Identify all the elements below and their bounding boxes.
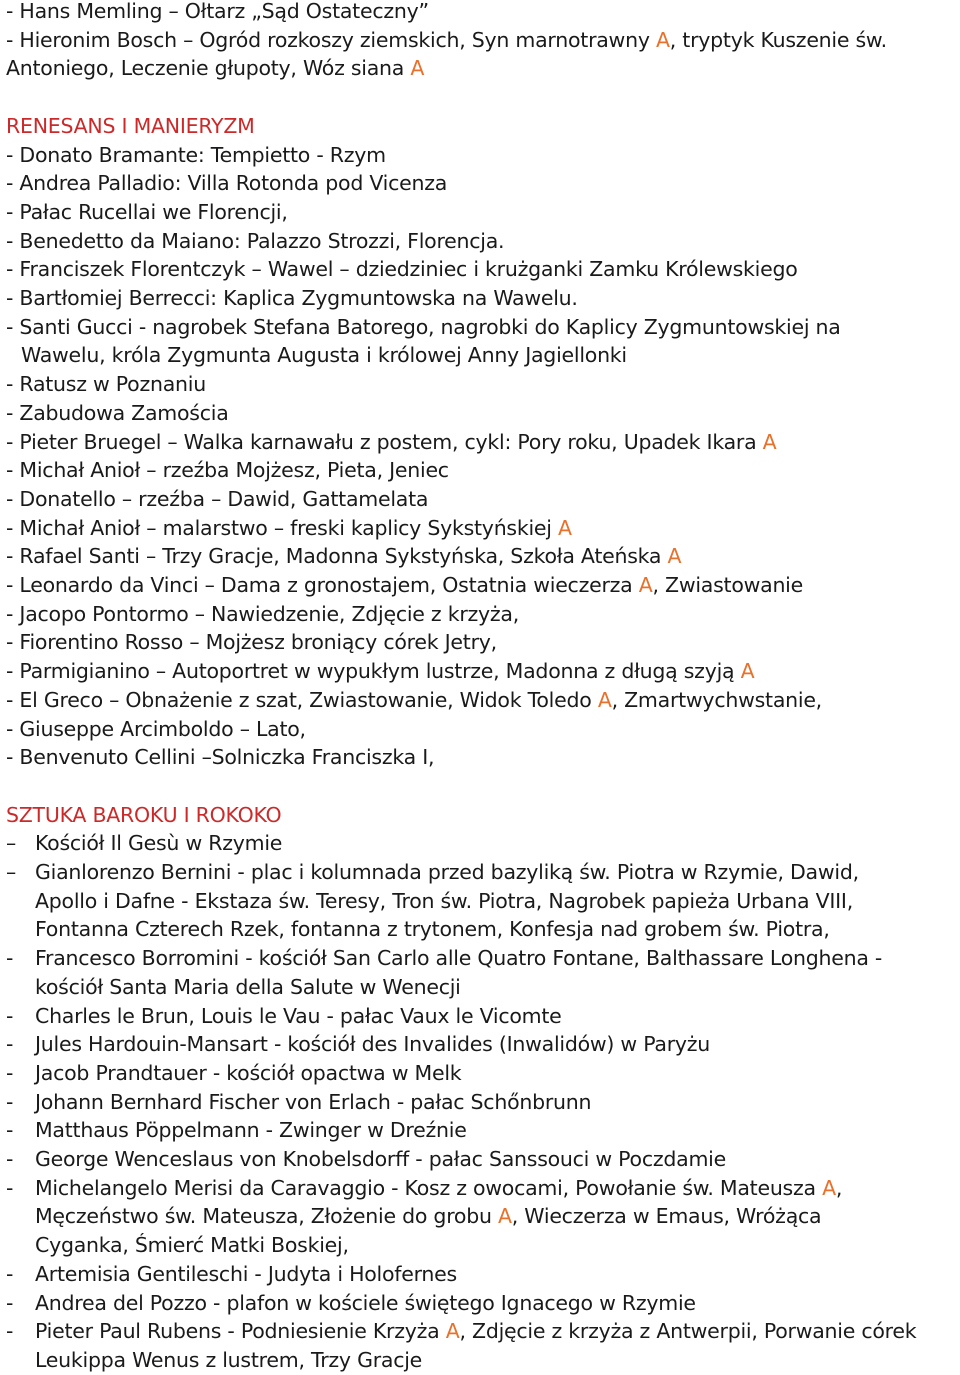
text-run: - Zabudowa Zamościa xyxy=(6,400,229,425)
list-item-continuation xyxy=(35,1346,422,1375)
text-line xyxy=(6,399,229,428)
text-line xyxy=(6,657,754,686)
text-line xyxy=(6,255,798,284)
text-run: Antoniego, Leczenie głupoty, Wóz siana xyxy=(6,56,411,81)
list-bullet: - xyxy=(6,1003,14,1028)
text-run: - Pałac Rucellai we Florencji, xyxy=(6,199,288,224)
text-run: , Zwiastowanie xyxy=(652,573,803,597)
list-item xyxy=(35,1088,591,1117)
text-run: Charles le Brun, Louis le Vau - pałac Vaux le Vicomte xyxy=(35,1003,562,1028)
list-item-continuation xyxy=(35,915,830,944)
text-run: - Ratusz w Poznaniu xyxy=(6,372,206,397)
text-run: Wawelu, króla Zygmunta Augusta i królowej Anny Jagiellonki xyxy=(21,343,627,368)
list-item-continuation xyxy=(35,887,853,916)
text-line xyxy=(6,370,206,399)
text-line xyxy=(6,571,803,600)
text-run: - Giuseppe Arcimboldo – Lato, xyxy=(6,716,306,741)
text-line xyxy=(6,456,449,485)
text-run: - Benedetto da Maiano: Palazzo Strozzi, Florencja. xyxy=(6,228,505,253)
annotation-mark: A xyxy=(497,1204,512,1229)
text-run: Matthaus Pöppelmann - Zwinger w Dreźnie xyxy=(35,1118,467,1143)
text-run: - Fiorentino Rosso – Mojżesz broniący córek Jetry, xyxy=(6,630,497,655)
list-item xyxy=(35,1289,696,1318)
text-run: Cyganka, Śmierć Matki Boskiej, xyxy=(35,1233,349,1258)
list-item-continuation xyxy=(35,973,461,1002)
text-run: RENESANS I MANIERYZM xyxy=(6,113,255,138)
list-item xyxy=(35,1116,467,1145)
list-bullet: - xyxy=(6,1060,14,1085)
text-run: , Wieczerza w Emaus, Wróżąca xyxy=(511,1204,822,1229)
list-bullet: - xyxy=(6,1147,14,1171)
annotation-mark: A xyxy=(667,544,682,569)
list-item xyxy=(35,1260,457,1289)
list-item xyxy=(35,1174,842,1203)
text-run: Pieter Paul Rubens - Podniesienie Krzyża xyxy=(35,1319,446,1344)
text-line xyxy=(6,600,519,629)
text-line xyxy=(6,0,429,26)
text-run: , tryptyk Kuszenie św. xyxy=(669,27,887,52)
text-run: - Hans Memling – Ołtarz „Sąd Ostateczny” xyxy=(6,0,429,23)
annotation-mark: A xyxy=(597,687,612,712)
text-line xyxy=(6,514,572,543)
text-line xyxy=(6,198,288,227)
text-run: Francesco Borromini - kościół San Carlo alle Quatro Fontane, Balthassare Longhena - xyxy=(35,946,883,971)
text-run: - Leonardo da Vinci – Dama z gronostajem, Ostatnia wieczerza xyxy=(6,573,639,597)
text-run: Andrea del Pozzo - plafon w kościele świętego Ignacego w Rzymie xyxy=(35,1290,696,1315)
text-run: Leukippa Wenus z lustrem, Trzy Gracje xyxy=(35,1347,423,1372)
list-bullet: – xyxy=(6,831,16,856)
text-run: - Rafael Santi – Trzy Gracje, Madonna Sykstyńska, Szkoła Ateńska xyxy=(6,544,668,569)
text-run: Męczeństwo św. Mateusza, Złożenie do grobu xyxy=(35,1204,498,1229)
text-line xyxy=(6,715,306,744)
text-line xyxy=(6,284,578,313)
list-item xyxy=(35,829,282,858)
text-run: - Jacopo Pontormo – Nawiedzenie, Zdjęcie z krzyża, xyxy=(6,601,519,626)
annotation-mark: A xyxy=(638,573,653,597)
text-run: Johann Bernhard Fischer von Erlach - pałac Schőnbrunn xyxy=(35,1089,592,1114)
section-heading xyxy=(6,112,255,141)
text-line xyxy=(6,313,841,342)
text-line-continuation xyxy=(21,341,627,370)
text-line xyxy=(6,743,434,772)
list-item-continuation xyxy=(35,1231,349,1260)
text-run: - Donato Bramante: Tempietto - Rzym xyxy=(6,142,386,167)
text-line xyxy=(6,54,424,83)
text-run: , Zmartwychwstanie, xyxy=(611,687,822,712)
text-run: - El Greco – Obnażenie z szat, Zwiastowanie, Widok Toledo xyxy=(6,687,598,712)
list-item-continuation xyxy=(35,1202,821,1231)
list-bullet: - xyxy=(6,1261,14,1286)
list-item xyxy=(35,1317,916,1346)
text-run: - Franciszek Florentczyk – Wawel – dziedziniec i krużganki Zamku Królewskiego xyxy=(6,257,798,282)
list-item xyxy=(35,1145,726,1174)
list-item xyxy=(35,1002,562,1031)
list-bullet: - xyxy=(6,1032,14,1057)
text-run: Michelangelo Merisi da Caravaggio - Kosz z owocami, Powołanie św. Mateusza xyxy=(35,1175,823,1200)
text-run: Gianlorenzo Bernini - plac i kolumnada przed bazyliką św. Piotra w Rzymie, Dawid, xyxy=(35,860,859,884)
annotation-mark: A xyxy=(445,1319,460,1344)
text-run: - Parmigianino – Autoportret w wypukłym lustrze, Madonna z długą szyją xyxy=(6,659,741,684)
text-run: - Bartłomiej Berrecci: Kaplica Zygmuntowska na Wawelu. xyxy=(6,286,578,310)
text-run: , xyxy=(835,1175,843,1200)
text-run: - Santi Gucci - nagrobek Stefana Batorego, nagrobki do Kaplicy Zygmuntowskiej na xyxy=(6,314,841,339)
text-line xyxy=(6,26,887,55)
text-line xyxy=(6,428,776,457)
text-line xyxy=(6,141,386,170)
text-line xyxy=(6,628,497,657)
text-run: - Benvenuto Cellini –Solniczka Franciszka I, xyxy=(6,745,435,770)
text-line xyxy=(6,485,428,514)
list-bullet: - xyxy=(6,1089,14,1114)
list-bullet: - xyxy=(6,1290,14,1315)
section-heading xyxy=(6,801,281,830)
text-run: - Michał Anioł – malarstwo – freski kaplicy Sykstyńskiej xyxy=(6,515,559,540)
list-item xyxy=(35,858,859,887)
list-item xyxy=(35,944,882,973)
list-bullet: – xyxy=(6,860,16,884)
annotation-mark: A xyxy=(762,429,777,454)
text-line xyxy=(6,686,822,715)
list-item xyxy=(35,1059,461,1088)
text-line xyxy=(6,542,681,571)
text-run: Jules Hardouin-Mansart - kościół des Invalides (Inwalidów) w Paryżu xyxy=(35,1032,711,1057)
text-run: Kościół Il Gesù w Rzymie xyxy=(35,831,283,856)
text-run: Fontanna Czterech Rzek, fontanna z trytonem, Konfesja nad grobem św. Piotra, xyxy=(35,917,830,942)
annotation-mark: A xyxy=(410,56,425,81)
text-run: Artemisia Gentileschi - Judyta i Holofernes xyxy=(35,1261,457,1286)
annotation-mark: A xyxy=(822,1175,836,1200)
text-run: - Michał Anioł – rzeźba Mojżesz, Pieta, Jeniec xyxy=(6,458,449,483)
text-run: SZTUKA BAROKU I ROKOKO xyxy=(6,802,282,827)
text-run: - Andrea Palladio: Villa Rotonda pod Vicenza xyxy=(6,171,448,196)
text-run: - Hieronim Bosch – Ogród rozkoszy ziemskich, Syn marnotrawny xyxy=(6,27,656,52)
list-item xyxy=(35,1030,710,1059)
text-line xyxy=(6,227,504,256)
annotation-mark: A xyxy=(558,515,572,540)
text-run: George Wenceslaus von Knobelsdorff - pałac Sanssouci w Poczdamie xyxy=(35,1147,726,1171)
annotation-mark: A xyxy=(655,27,670,52)
list-bullet: - xyxy=(6,1175,14,1200)
list-bullet: - xyxy=(6,1319,14,1344)
list-bullet: - xyxy=(6,1118,14,1143)
text-run: Jacob Prandtauer - kościół opactwa w Melk xyxy=(35,1060,462,1085)
text-run: , Zdjęcie z krzyża z Antwerpii, Porwanie córek xyxy=(459,1319,917,1344)
text-run: - Donatello – rzeźba – Dawid, Gattamelata xyxy=(6,486,429,511)
text-run: kościół Santa Maria della Salute w Wenecji xyxy=(35,974,461,999)
annotation-mark: A xyxy=(740,659,755,684)
text-line xyxy=(6,169,447,198)
text-run: - Pieter Bruegel – Walka karnawału z postem, cykl: Pory roku, Upadek Ikara xyxy=(6,429,763,454)
list-bullet: - xyxy=(6,946,14,971)
text-run: Apollo i Dafne - Ekstaza św. Teresy, Tron św. Piotra, Nagrobek papieża Urbana VIII, xyxy=(35,888,853,913)
